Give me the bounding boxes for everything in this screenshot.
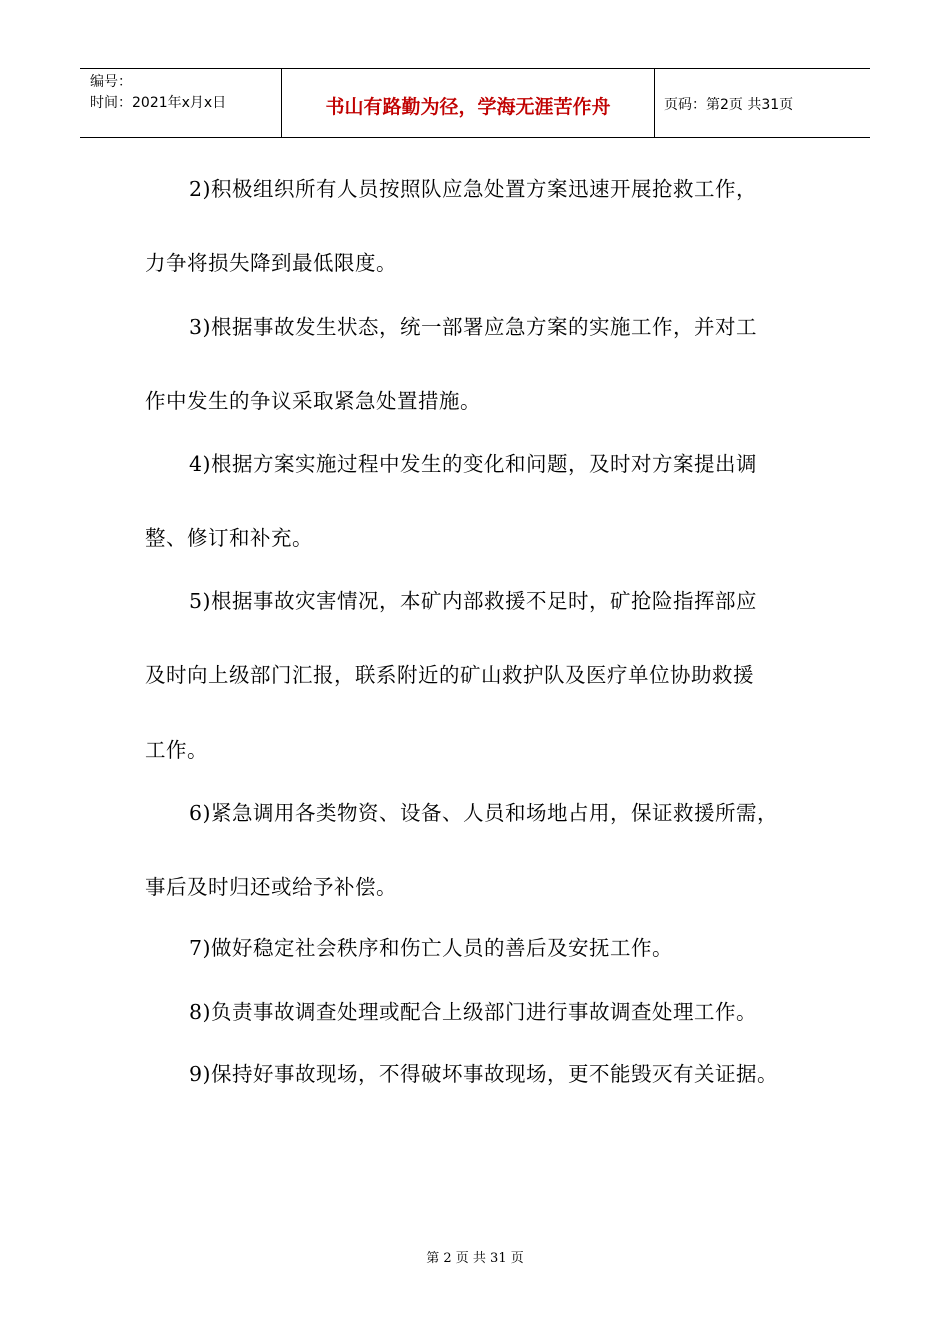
paragraph-line: 9)保持好事故现场，不得破坏事故现场，更不能毁灭有关证据。	[189, 1062, 779, 1086]
header-motto-cell	[282, 69, 655, 137]
paragraph-line: 事后及时归还或给予补偿。	[145, 875, 397, 899]
paragraph-line: 作中发生的争议采取紧急处置措施。	[145, 389, 481, 413]
paragraph-line: 5)根据事故灾害情况，本矿内部救援不足时，矿抢险指挥部应	[189, 589, 758, 613]
header-meta-cell	[80, 69, 282, 137]
paragraph-line: 力争将损失降到最低限度。	[145, 251, 397, 275]
paragraph-line: 4)根据方案实施过程中发生的变化和问题，及时对方案提出调	[189, 452, 758, 476]
paragraph-line: 及时向上级部门汇报，联系附近的矿山救护队及医疗单位协助救援	[145, 663, 754, 687]
date-label: 时间：2021年x月x日	[90, 95, 227, 111]
page-label: 页码：第2页 共31页	[664, 97, 794, 113]
page-footer: 第 2 页 共 31 页	[426, 1251, 524, 1266]
paragraph-line: 2)积极组织所有人员按照队应急处置方案迅速开展抢救工作，	[189, 177, 758, 201]
header-page-cell	[655, 69, 870, 137]
header-table	[80, 68, 870, 138]
serial-label: 编号：	[90, 74, 132, 90]
paragraph-line: 8)负责事故调查处理或配合上级部门进行事故调查处理工作。	[189, 1000, 758, 1024]
paragraph-line: 整、修订和补充。	[145, 526, 313, 550]
paragraph-line: 工作。	[145, 738, 208, 762]
motto-text: 书山有路勤为径，学海无涯苦作舟	[325, 95, 611, 118]
paragraph-line: 7)做好稳定社会秩序和伤亡人员的善后及安抚工作。	[189, 936, 674, 960]
paragraph-line: 3)根据事故发生状态，统一部署应急方案的实施工作，并对工	[189, 315, 758, 339]
paragraph-line: 6)紧急调用各类物资、设备、人员和场地占用，保证救援所需，	[189, 801, 779, 825]
